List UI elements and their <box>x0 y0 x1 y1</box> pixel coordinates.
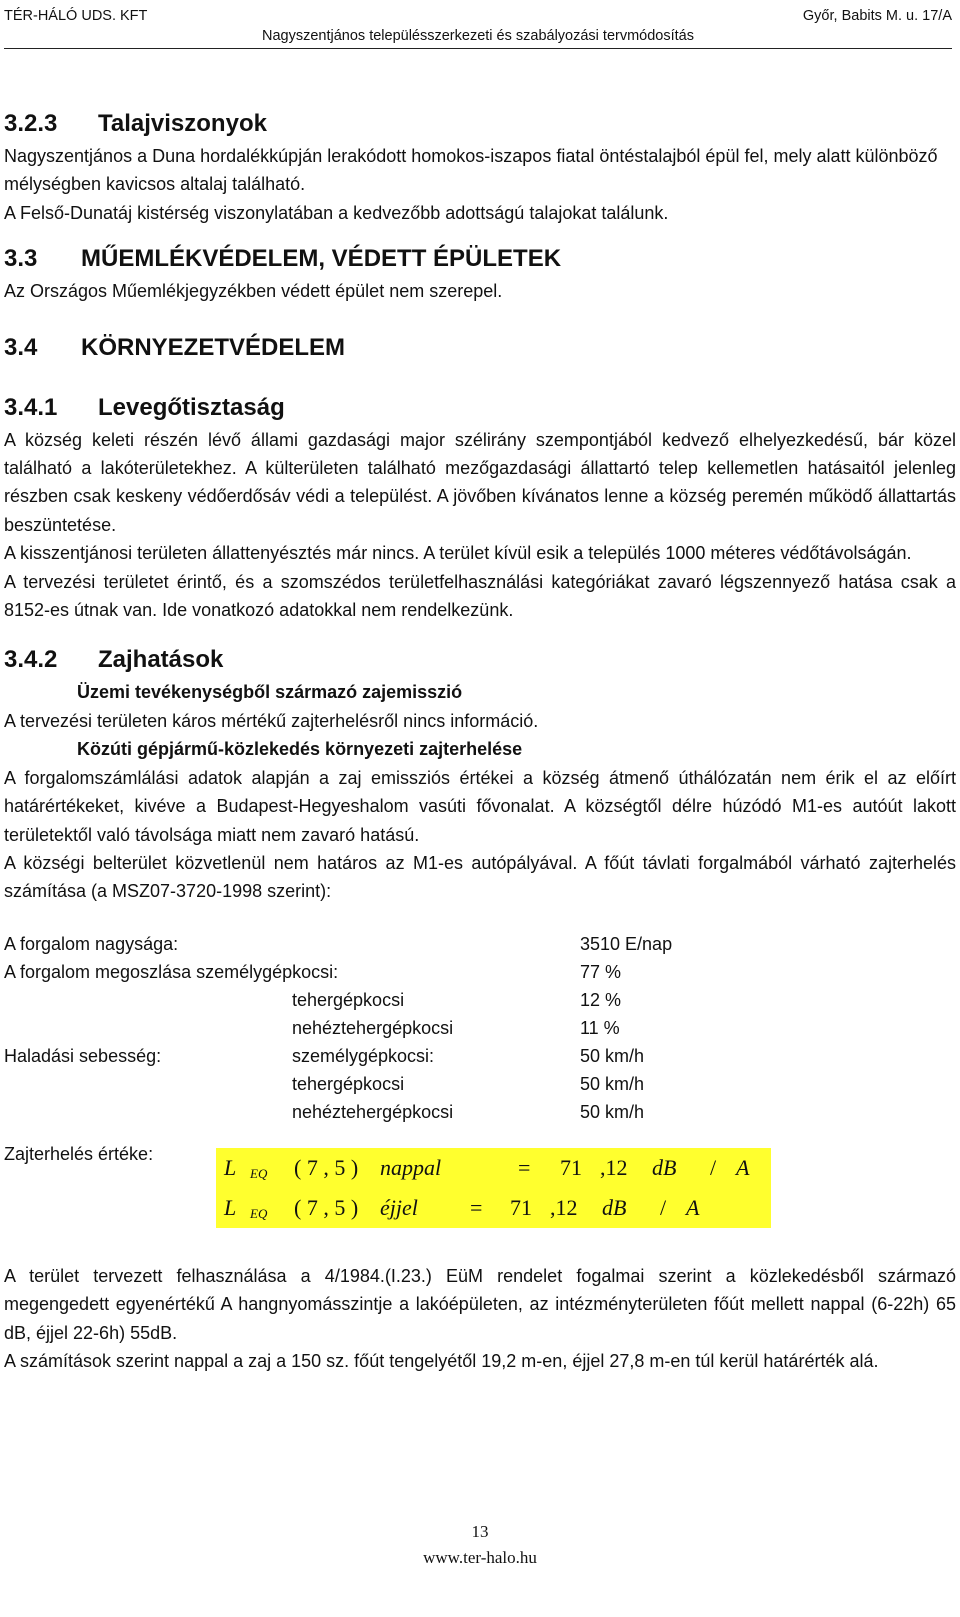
document-body <box>4 106 956 1375</box>
row-sublabel: tehergépkocsi <box>292 1073 405 1094</box>
paragraph: A kisszentjánosi területen állattenyésztés már nincs. A terület kívül esik a település 1000 méteres védőtávolságán. <box>4 543 912 564</box>
paragraph: A terület tervezett felhasználása a 4/1984.(I.23.) EüM rendelet fogalmai szerint a közlekedésből származó megengedett egyenértékű A hangnyomásszintje a lakóépületen, az intézményterületen főút mellett nappal (6-22h) 65 dB, éjjel 22-6h) 55dB. <box>4 1265 956 1343</box>
formula-period: éjjel <box>380 1194 418 1220</box>
section-title: Talajviszonyok <box>98 110 267 137</box>
section-heading-3-3 <box>4 241 956 277</box>
section-title: MŰEMLÉKVÉDELEM, VÉDETT ÉPÜLETEK <box>81 245 562 273</box>
formula-L: L <box>224 1154 237 1180</box>
paragraph: A tervezési területet érintő, és a szomszédos területfelhasználási kategóriákat zavaró légszennyező hatása csak a 8152-es útnak van. Ide vonatkozó adatokkal nem rendelkezünk. <box>4 571 956 621</box>
table-row <box>4 930 956 958</box>
noise-load-label: Zajterhelés értéke: <box>4 1143 154 1164</box>
formula-unit: dB <box>602 1194 627 1220</box>
formula-int: 71 <box>510 1194 532 1220</box>
table-row <box>4 958 956 986</box>
subheading: Közúti gépjármű-közlekedés környezeti zajterhelése <box>77 739 523 760</box>
row-sublabel: tehergépkocsi <box>292 989 405 1010</box>
section-title: KÖRNYEZETVÉDELEM <box>81 333 346 361</box>
formula-equals: = <box>470 1194 483 1220</box>
formula-subscript: EQ <box>250 1165 268 1181</box>
paragraph: A község keleti részén lévő állami gazdasági major szélirány szempontjából kedvező elhelyezkedésű, bár közel található a lakóterületekhez. A külterületen található mezőgazdasági állattartó telep kellemetlen hatásaitól jelenleg részben csak keskeny védőerdősáv védi a települést. A jövőben kívánatos lenne a község peremén működő állattartás beszüntetése. <box>4 429 956 535</box>
section-title: Levegőtisztaság <box>98 393 285 421</box>
formula-slash: / <box>660 1194 667 1220</box>
section-number: 3.4 <box>4 333 38 361</box>
formula-unit: dB <box>652 1154 677 1180</box>
paragraph: A Felső-Dunatáj kistérség viszonylatában a kedvezőbb adottságú talajokat találunk. <box>4 202 669 223</box>
header-rule <box>4 48 952 49</box>
page-number: 13 <box>471 1522 489 1541</box>
page-header <box>4 6 952 46</box>
table-row <box>4 1042 956 1070</box>
formula-int: 71 <box>560 1154 582 1180</box>
section-number: 3.3 <box>4 245 38 273</box>
formula-period: nappal <box>380 1154 442 1180</box>
header-project: Nagyszentjános településszerkezeti és szabályozási tervmódosítás <box>262 28 694 44</box>
section-number: 3.4.1 <box>4 393 58 421</box>
section-heading-3-4-1 <box>4 390 956 426</box>
section-heading-3-2-3 <box>4 106 956 142</box>
formula-slash: / <box>710 1154 717 1180</box>
row-label: A forgalom megoszlása személygépkocsi: <box>4 961 339 982</box>
formula-dec: ,12 <box>600 1154 628 1180</box>
table-row <box>4 1070 956 1098</box>
header-address: Győr, Babits M. u. 17/A <box>802 8 952 24</box>
noise-formula <box>216 1148 771 1228</box>
row-label: Haladási sebesség: <box>4 1045 162 1066</box>
formula-unit-a: A <box>686 1194 700 1220</box>
paragraph: A községi belterület közvetlenül nem határos az M1-es autópályával. A főút távlati forgalmából várható zajterhelés számítása (a MSZ07-3720-1998 szerint): <box>4 852 956 902</box>
section-number: 3.2.3 <box>4 110 58 137</box>
paragraph: Az Országos Műemlékjegyzékben védett épület nem szerepel. <box>4 281 503 302</box>
formula-unit-a: A <box>736 1154 750 1180</box>
row-sublabel: nehéztehergépkocsi <box>292 1017 454 1038</box>
row-value: 11 % <box>580 1017 620 1038</box>
section-number: 3.4.2 <box>4 646 58 674</box>
page-footer <box>0 1519 960 1571</box>
section-heading-3-4 <box>4 330 956 366</box>
header-company: TÉR-HÁLÓ UDS. KFT <box>4 8 148 24</box>
table-row <box>4 1098 956 1126</box>
paragraph: Nagyszentjános a Duna hordalékkúpján lerakódott homokos-iszapos fiatal öntéstalajból épül fel, mely alatt különböző mélységben kavicsos altalaj található. <box>4 146 938 195</box>
formula-subscript: EQ <box>250 1205 268 1221</box>
paragraph: A forgalomszámlálási adatok alapján a zaj emissziós értékei a község átmenő úthálózatán nem érik el az előírt határértékeket, kivéve a Budapest-Hegyeshalom vasúti fővonalat. A községtől délre húzódó M1-es autóút lakott területektől való távolsága miatt nem zavaró hatású. <box>4 767 956 845</box>
formula-dec: ,12 <box>550 1194 578 1220</box>
formula-arg: ( 7 , 5 ) <box>294 1194 359 1220</box>
row-value: 50 km/h <box>580 1073 645 1094</box>
paragraph: A tervezési területen káros mértékű zajterhelésről nincs információ. <box>4 710 539 731</box>
formula-L: L <box>224 1194 237 1220</box>
footer-url: www.ter-halo.hu <box>423 1548 537 1567</box>
row-sublabel: nehéztehergépkocsi <box>292 1101 454 1122</box>
paragraph: A számítások szerint nappal a zaj a 150 sz. főút tengelyétől 19,2 m-en, éjjel 27,8 m-en túl kerül határérték alá. <box>4 1350 879 1371</box>
formula-arg: ( 7 , 5 ) <box>294 1154 359 1180</box>
formula-row-day <box>216 1148 771 1188</box>
traffic-data-table <box>4 930 956 1126</box>
row-label: A forgalom nagysága: <box>4 933 179 954</box>
section-heading-3-4-2 <box>4 642 956 678</box>
section-title: Zajhatások <box>98 646 224 674</box>
noise-load-block <box>4 1140 956 1248</box>
row-value: 3510 E/nap <box>580 933 673 954</box>
formula-equals: = <box>518 1154 531 1180</box>
row-sublabel: személygépkocsi: <box>292 1045 435 1066</box>
subheading: Üzemi tevékenységből származó zajemisszió <box>77 682 463 703</box>
row-value: 50 km/h <box>580 1045 645 1066</box>
table-row <box>4 986 956 1014</box>
row-value: 77 % <box>580 961 622 982</box>
formula-row-night <box>216 1188 771 1228</box>
row-value: 12 % <box>580 989 622 1010</box>
row-value: 50 km/h <box>580 1101 645 1122</box>
table-row <box>4 1014 956 1042</box>
